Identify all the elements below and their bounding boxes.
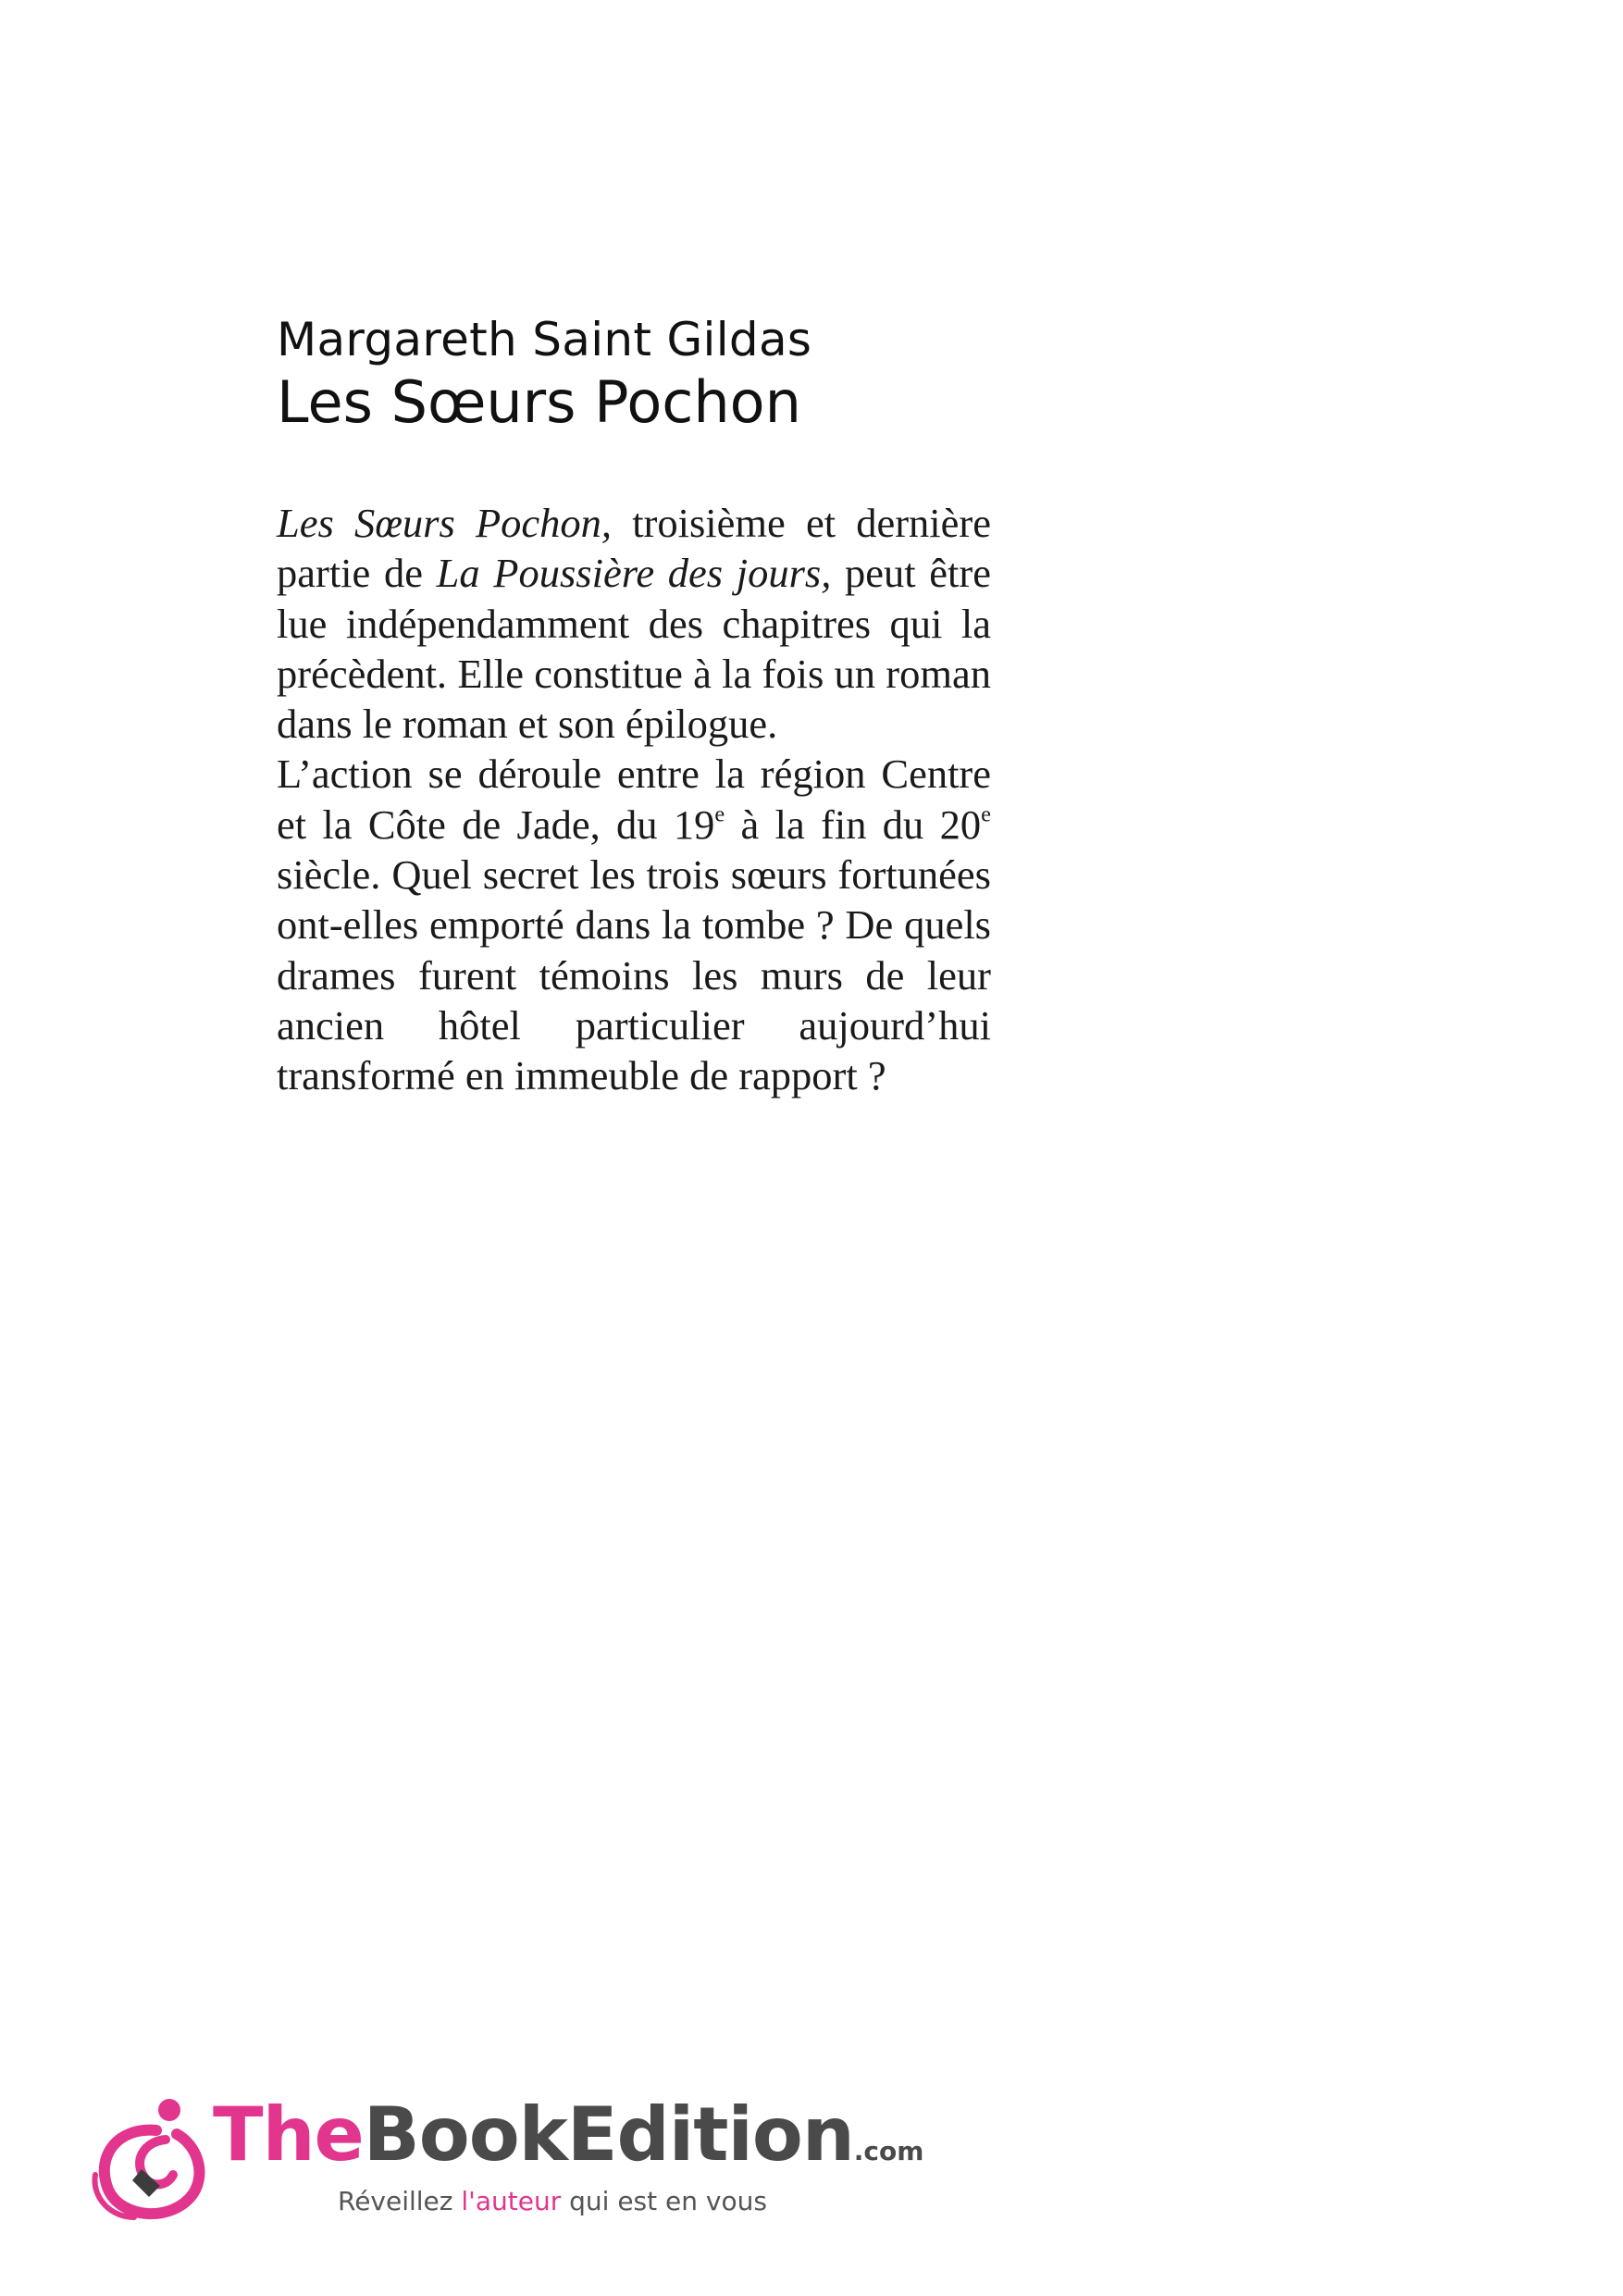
tagline-text: Réveillez (338, 2186, 462, 2216)
tagline-accent: l'auteur (461, 2186, 562, 2216)
blurb-text: L’action se déroule entre la région Centre et la Côte de Jade, du 19 (277, 751, 991, 848)
blurb-text: peut être lue indépendamment des chapitres qui la précèdent. Elle constitue à la fois un roman dans le roman et son épilogue. (277, 550, 991, 748)
publisher-logo-icon (88, 2093, 208, 2223)
blurb-series-title-italic: La Poussière des jours, (436, 550, 832, 597)
back-cover-blurb (277, 498, 991, 1101)
book-title: Les Sœurs Pochon (277, 368, 801, 436)
author-name: Margareth Saint Gildas (277, 313, 812, 366)
publisher-logo (88, 2091, 924, 2232)
publisher-wordmark (213, 2093, 923, 2193)
tagline-text: qui est en vous (561, 2186, 767, 2216)
blurb-book-title-italic: Les Sœurs Pochon, (277, 500, 613, 546)
century-superscript: e (981, 801, 991, 827)
blurb-text: à la fin du 20 (725, 800, 982, 848)
publisher-tagline (338, 2186, 767, 2216)
blurb-text: siècle. Quel secret les trois sœurs fortunées ont-elles emporté dans la tombe ? De quels drames furent témoins les murs de leur ancien hôtel particulier aujourd’hui transformé en immeuble de rapport ? (277, 851, 991, 1099)
century-superscript: e (714, 801, 725, 827)
blurb-text: troisième et dernière partie de (277, 500, 991, 597)
blurb-paragraph-1 (277, 498, 991, 749)
blurb-paragraph-2 (277, 749, 991, 1100)
wordmark-dotcom: .com (853, 2136, 924, 2166)
wordmark-bookedition: BookEdition (363, 2091, 854, 2178)
wordmark-the: The (213, 2091, 364, 2178)
